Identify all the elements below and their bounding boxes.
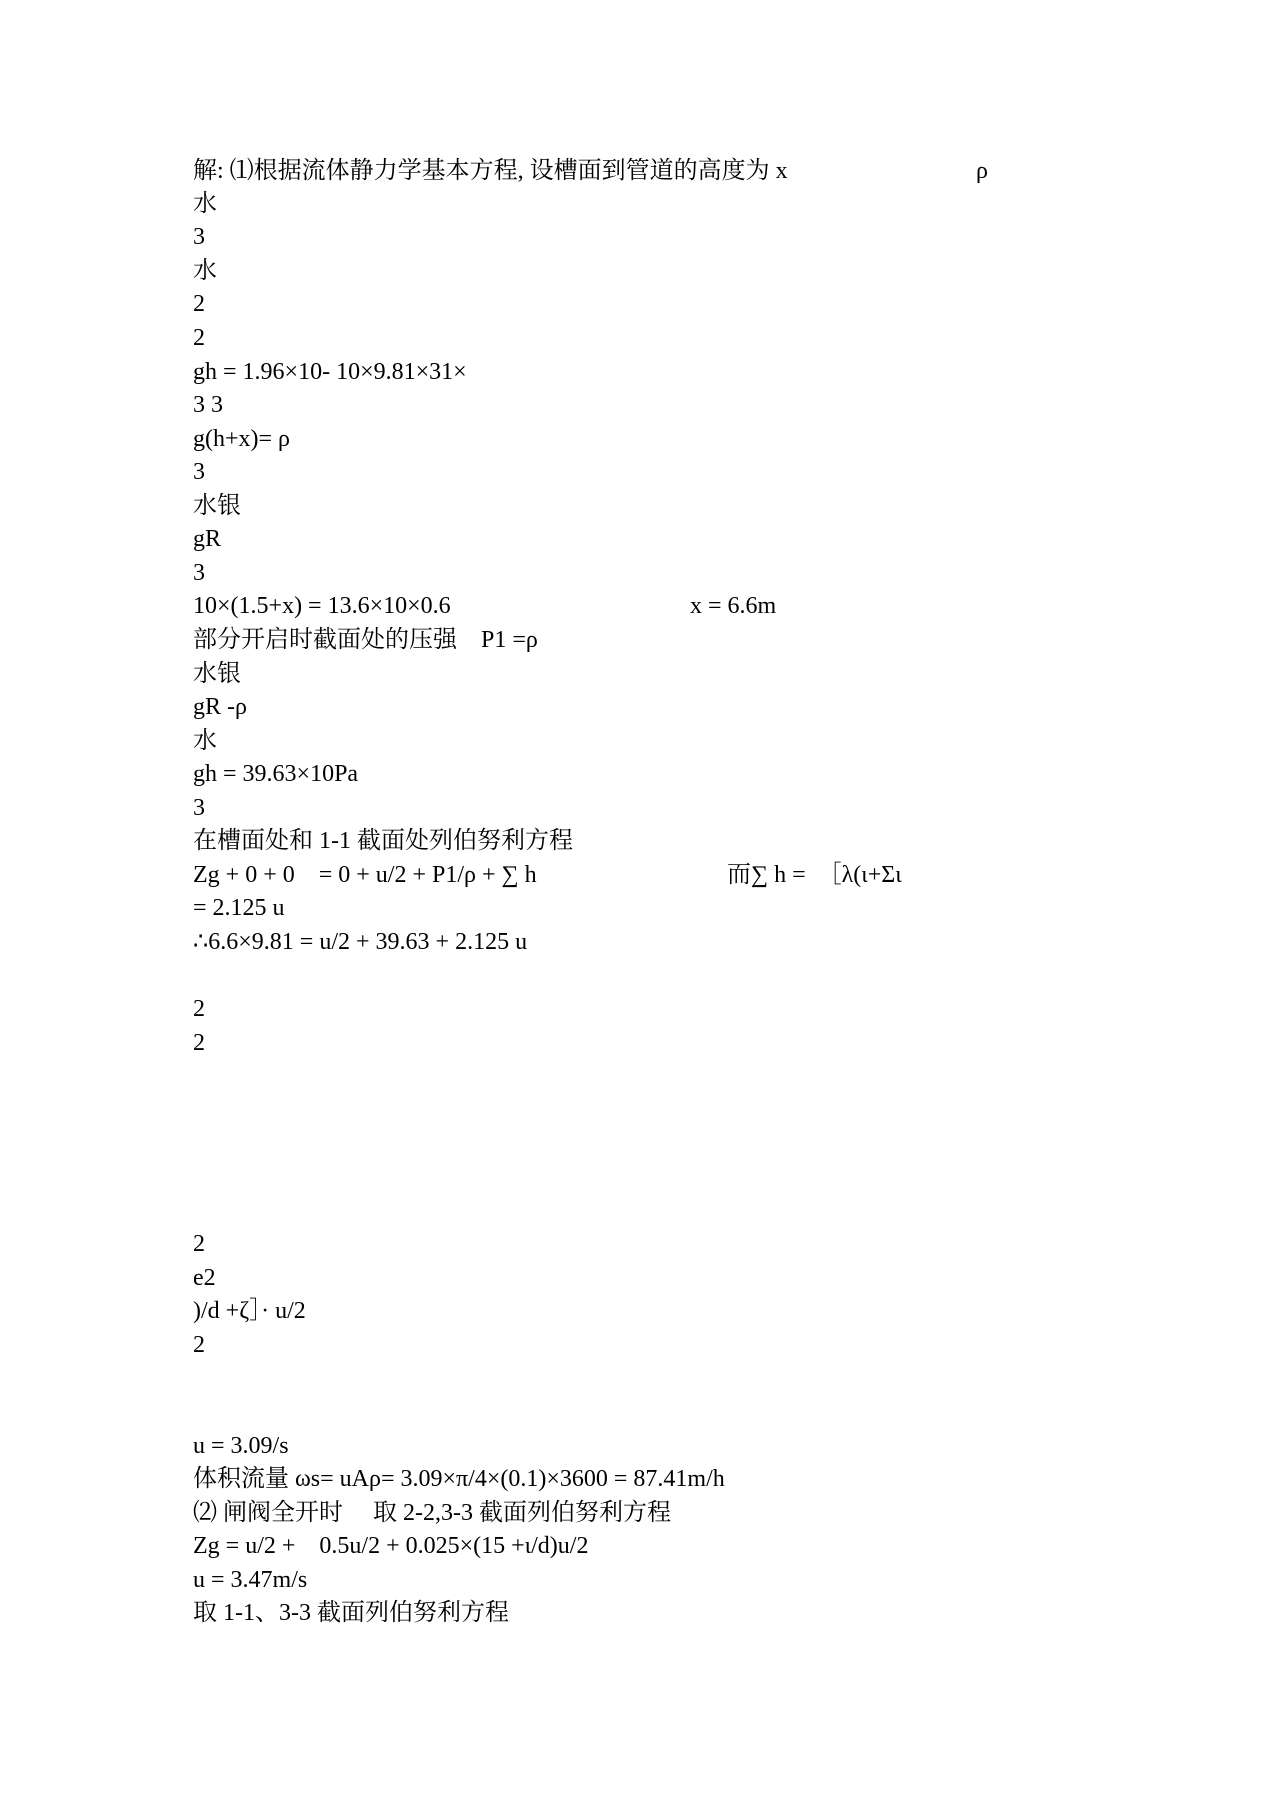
text-line: ⑵ 闸阀全开时 取 2-2,3-3 截面列伯努利方程 [193,1500,671,1526]
text-line: 水银 [193,493,241,519]
text-line: 水银 [193,661,241,687]
text-line: gR [193,526,222,552]
text-line: 2 [193,1332,205,1358]
x-result: x = 6.6m [690,593,777,619]
text-line: 水 [193,258,217,284]
text-line: )/d +ζ］· u/2 [193,1298,306,1324]
text-line: ∴6.6×9.81 = u/2 + 39.63 + 2.125 u [193,929,528,955]
text-line: g(h+x)= ρ [193,426,291,452]
text-line: 2 [193,1030,205,1056]
text-line: 2 [193,325,205,351]
text-line: 在槽面处和 1-1 截面处列伯努利方程 [193,828,573,854]
text-line: Zg + 0 + 0 = 0 + u/2 + P1/ρ + ∑ h [193,862,537,888]
text-line: 3 [193,224,205,250]
text-line: 3 3 [193,392,223,418]
text-line: gR -ρ [193,694,247,720]
text-line: 10×(1.5+x) = 13.6×10×0.6 [193,593,451,619]
text-line: Zg = u/2 + 0.5u/2 + 0.025×(15 +ι/d)u/2 [193,1533,589,1559]
text-line: 2 [193,996,205,1022]
text-line: 解: ⑴根据流体静力学基本方程, 设槽面到管道的高度为 x [193,158,788,184]
text-line: e2 [193,1265,216,1291]
text-line: u = 3.47m/s [193,1567,308,1593]
text-line: 2 [193,291,205,317]
text-line: 水 [193,191,217,217]
text-line: gh = 1.96×10- 10×9.81×31× [193,359,467,385]
text-line: 取 1-1、3-3 截面列伯努利方程 [193,1600,509,1626]
text-line: gh = 39.63×10Pa [193,761,359,787]
text-line: 体积流量 ωs= uAρ= 3.09×π/4×(0.1)×3600 = 87.41m/h [193,1466,725,1492]
text-line: 3 [193,459,205,485]
text-line: 水 [193,728,217,754]
text-line: 3 [193,795,205,821]
text-line: 2 [193,1231,205,1257]
text-line: u = 3.09/s [193,1433,289,1459]
text-line: = 2.125 u [193,895,285,921]
rho-symbol: ρ [976,158,988,184]
sum-h-expression: 而∑ h = ［λ(ι+Σι [727,862,902,888]
text-line: 3 [193,560,205,586]
text-line: 部分开启时截面处的压强 P1 =ρ [193,627,538,653]
